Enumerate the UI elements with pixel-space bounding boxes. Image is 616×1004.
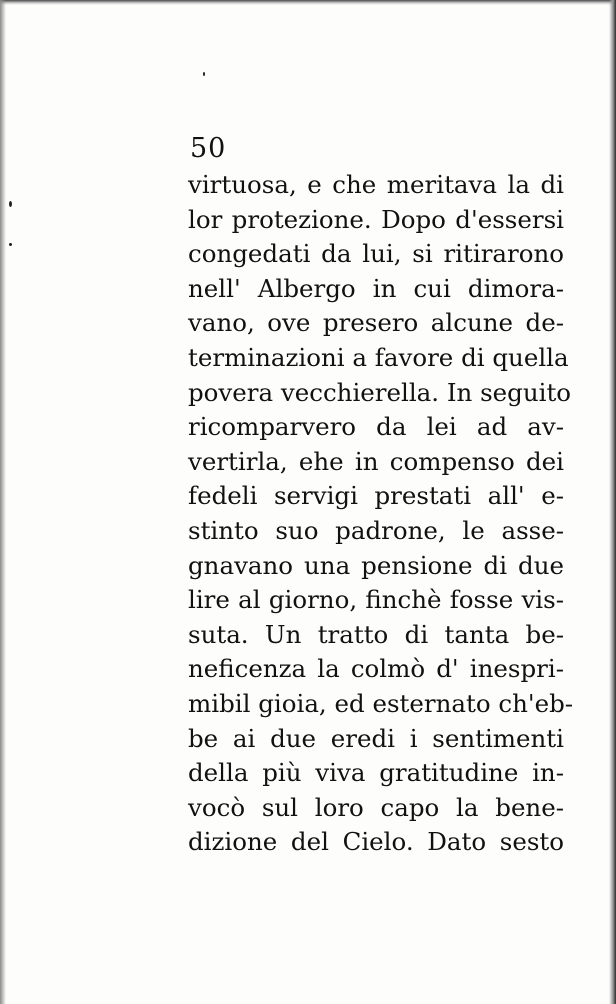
text-line: terminazioni a favore di quella: [188, 342, 569, 372]
text-line: congedati da lui, si ritirarono: [188, 239, 564, 269]
text-line: neficenza la colmò d' inespri-: [188, 654, 564, 684]
ink-speck: [9, 243, 12, 246]
text-line: vocò sul loro capo la bene-: [188, 792, 564, 822]
text-line: povera vecchierella. In seguito: [188, 377, 572, 407]
text-line: vano, ove presero alcune de-: [188, 308, 564, 338]
text-line: lor protezione. Dopo d'essersi: [188, 204, 564, 234]
body-text: [188, 168, 574, 860]
page-top-edge: [0, 0, 616, 5]
ink-speck: [9, 201, 12, 207]
text-line: mibil gioia, ed esternato ch'eb-: [188, 688, 574, 718]
text-line: dizione del Cielo. Dato sesto: [188, 827, 564, 857]
page-left-edge: [0, 0, 6, 1004]
text-line: gnavano una pensione di due: [188, 550, 564, 580]
text-line: stinto suo padrone, le asse-: [188, 515, 564, 545]
text-line: ricomparvero da lei ad av-: [188, 412, 564, 442]
text-line: nell' Albergo in cui dimora-: [188, 273, 564, 303]
text-line: vertirla, ehe in compenso dei: [188, 446, 564, 476]
text-line: lire al giorno, finchè fosse vis-: [188, 585, 564, 615]
text-line: della più viva gratitudine in-: [188, 758, 564, 788]
text-line: virtuosa, e che meritava la di: [188, 170, 564, 199]
ink-speck: [203, 72, 205, 76]
page-right-edge: [609, 0, 616, 1004]
text-line: be ai due eredi i sentimenti: [188, 723, 564, 753]
page-number: 50: [190, 133, 227, 164]
text-line: fedeli servigi prestati all' e-: [188, 481, 564, 511]
text-line: suta. Un tratto di tanta be-: [188, 619, 564, 649]
